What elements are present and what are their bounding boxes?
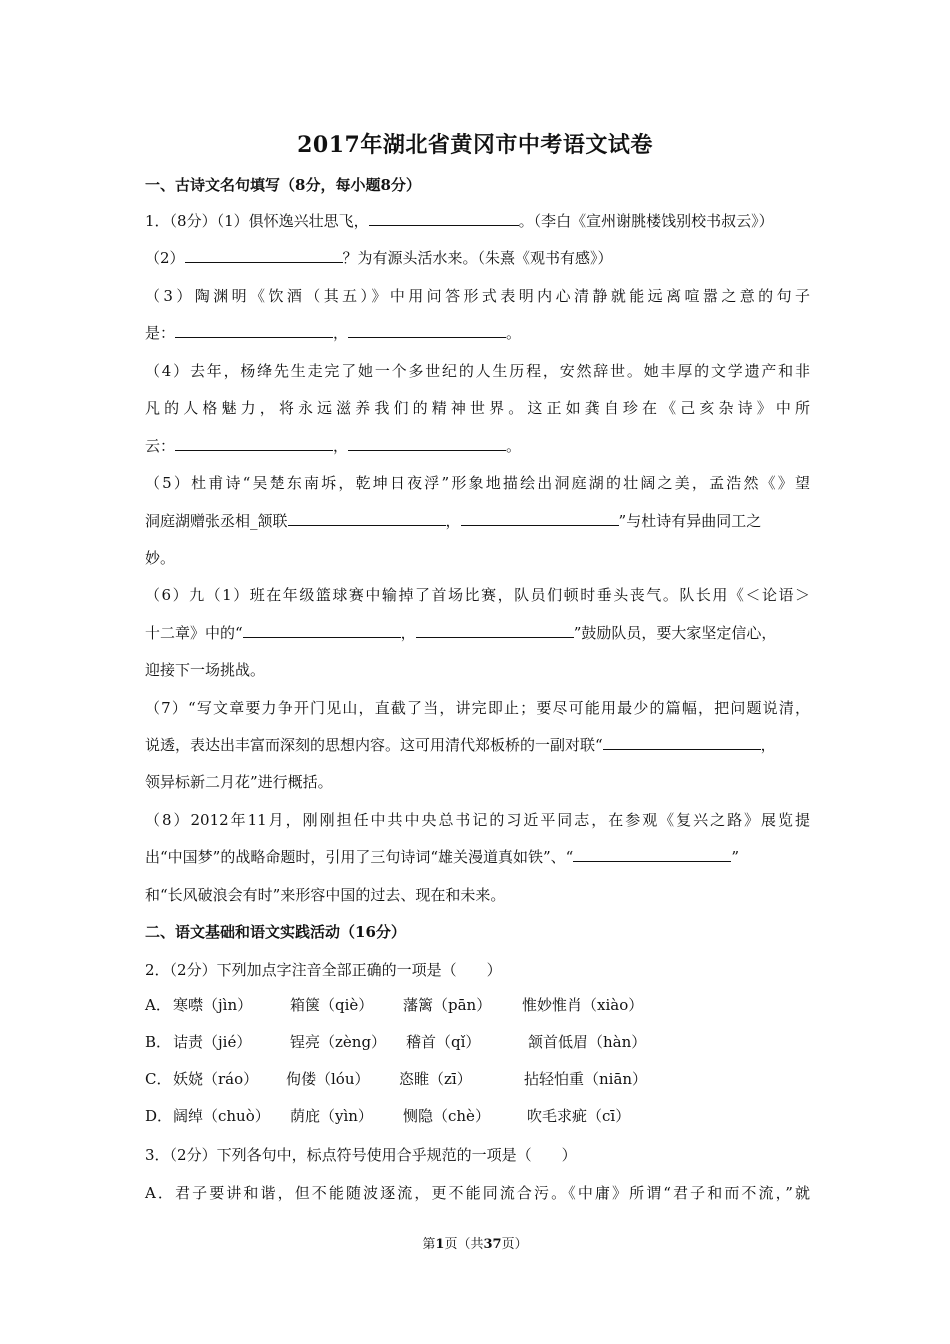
q1-4-line-2: 凡的人格魅力，将永远滋养我们的精神世界。这正如龚自珍在《己亥杂诗》中所 — [145, 399, 810, 417]
option-c[interactable] — [145, 1069, 810, 1091]
option-item: 颔首低眉（hàn） — [528, 1033, 647, 1051]
answer-blank[interactable] — [416, 623, 574, 638]
option-b[interactable] — [145, 1032, 810, 1054]
page-title: 2017年湖北省黄冈市中考语文试卷 — [297, 132, 653, 158]
section-1-heading: 一、古诗文名句填写（8分，每小题8分） — [145, 176, 421, 194]
option-a[interactable] — [145, 995, 810, 1017]
q1-text-a: 1．（8分）（1）俱怀逸兴壮思飞， — [145, 212, 369, 230]
answer-blank[interactable] — [369, 211, 519, 226]
option-item: 藩篱（pān） — [403, 996, 492, 1014]
q1-2-text-a: （2） — [145, 249, 185, 267]
q1-8-line-3: 和“长风破浪会有时”来形容中国的过去、现在和未来。 — [145, 886, 506, 904]
q1-6-line-3: 迎接下一场挑战。 — [145, 661, 266, 679]
option-label: A． — [145, 996, 171, 1014]
answer-blank[interactable] — [461, 511, 619, 526]
answer-blank[interactable] — [603, 735, 761, 750]
page-footer — [0, 1233, 950, 1252]
option-item: 佝偻（lóu） — [286, 1070, 370, 1088]
section-2-heading: 二、语文基础和语文实践活动（16分） — [145, 923, 406, 941]
footer-suffix: 页） — [501, 1237, 528, 1252]
q1-3-line-1: （3）陶渊明《饮酒（其五）》中用问答形式表明内心清静就能远离喧嚣之意的句子 — [145, 287, 810, 305]
comma: ， — [333, 437, 349, 455]
q1-8-line-2 — [145, 847, 810, 867]
comma: ， — [445, 512, 461, 530]
q1-3-line-2 — [145, 323, 810, 343]
total-pages: 37 — [483, 1237, 502, 1252]
answer-blank[interactable] — [243, 623, 401, 638]
q1-6-text-b: ”鼓励队员，要大家坚定信心， — [573, 624, 777, 642]
option-item: 阔绰（chuò） — [173, 1107, 270, 1125]
q1-4-text: 云： — [145, 437, 176, 455]
q1-8-line-1: （8）2012年11月，刚刚担任中共中央总书记的习近平同志，在参观《复兴之路》展览提 — [145, 811, 810, 829]
page-number: 1 — [435, 1237, 445, 1252]
answer-blank[interactable] — [348, 436, 506, 451]
answer-blank[interactable] — [573, 847, 731, 862]
q1-4-line-3 — [145, 436, 810, 456]
footer-middle: 页（共 — [444, 1237, 484, 1252]
period: 。 — [506, 324, 522, 342]
period: 。 — [506, 437, 522, 455]
option-item: 箱箧（qiè） — [290, 996, 374, 1014]
option-item: 寒噤（jìn） — [173, 996, 253, 1014]
q1-7-line-1: （7）“写文章要力争开门见山，直截了当，讲完即止；要尽可能用最少的篇幅，把问题说清， — [145, 699, 810, 717]
option-item: 稽首（qǐ） — [406, 1033, 481, 1051]
answer-blank[interactable] — [175, 323, 333, 338]
option-item: 拈轻怕重（niān） — [524, 1070, 648, 1088]
footer-prefix: 第 — [422, 1237, 436, 1252]
option-item: 荫庇（yìn） — [290, 1107, 373, 1125]
q1-2-line — [145, 248, 810, 268]
q1-5-line-2 — [145, 511, 810, 531]
option-item: 吹毛求疵（cī） — [527, 1107, 631, 1125]
option-label: C． — [145, 1070, 172, 1088]
q1-5-text-b: ”与杜诗有异曲同工之 — [618, 512, 762, 530]
q1-6-line-1: （6）九（1）班在年级篮球赛中输掉了首场比赛，队员们顿时垂头丧气。队长用《＜论语＞ — [145, 586, 810, 604]
answer-blank[interactable] — [185, 248, 343, 263]
q1-4-line-1: （4）去年，杨绛先生走完了她一个多世纪的人生历程，安然辞世。她丰厚的文学遗产和非 — [145, 362, 810, 380]
q1-6-line-2 — [145, 623, 810, 643]
q1-line-1 — [145, 211, 810, 231]
comma: ， — [760, 736, 776, 754]
answer-blank[interactable] — [348, 323, 506, 338]
option-d[interactable] — [145, 1106, 810, 1128]
q1-5-text-a: 洞庭湖赠张丞相_颔联 — [145, 512, 288, 530]
q1-2-text-b: ？为有源头活水来。（朱熹《观书有感》） — [342, 249, 613, 267]
option-label: D． — [145, 1107, 173, 1125]
option-label: B． — [145, 1033, 172, 1051]
q2-stem: 2．（2分）下列加点字注音全部正确的一项是（ ） — [145, 961, 502, 979]
q1-6-text-a: 十二章》中的“ — [145, 624, 243, 642]
q1-8-text-a: 出“中国梦”的战略命题时，引用了三句诗词“雄关漫道真如铁”、“ — [145, 848, 574, 866]
q1-7-line-2 — [145, 735, 810, 755]
q1-7-text-a: 说透，表达出丰富而深刻的思想内容。这可用清代郑板桥的一副对联“ — [145, 736, 603, 754]
option-item: 惟妙惟肖（xiào） — [522, 996, 644, 1014]
answer-blank[interactable] — [175, 436, 333, 451]
q1-3-text: 是： — [145, 324, 176, 342]
q3-option-a[interactable]: A．君子要讲和谐，但不能随波逐流，更不能同流合污。《中庸》所谓“君子和而不流，”就 — [145, 1184, 810, 1202]
q1-text-b: 。（李白《宣州谢朓楼饯别校书叔云》） — [518, 212, 774, 230]
option-item: 锃亮（zèng） — [290, 1033, 387, 1051]
answer-blank[interactable] — [288, 511, 446, 526]
option-item: 诘责（jié） — [173, 1033, 252, 1051]
option-item: 恻隐（chè） — [403, 1107, 490, 1125]
quote-mark: ” — [731, 848, 740, 866]
comma: ， — [333, 324, 349, 342]
q1-5-line-1: （5）杜甫诗“吴楚东南坼，乾坤日夜浮”形象地描绘出洞庭湖的壮阔之美，孟浩然《》望 — [145, 474, 810, 492]
option-item: 妖娆（ráo） — [173, 1070, 259, 1088]
option-item: 恣睢（zī） — [399, 1070, 472, 1088]
comma: ， — [400, 624, 416, 642]
q1-5-line-3: 妙。 — [145, 549, 176, 567]
q3-stem: 3．（2分）下列各句中，标点符号使用合乎规范的一项是（ ） — [145, 1146, 577, 1164]
q1-7-line-3: 领异标新二月花”进行概括。 — [145, 773, 333, 791]
